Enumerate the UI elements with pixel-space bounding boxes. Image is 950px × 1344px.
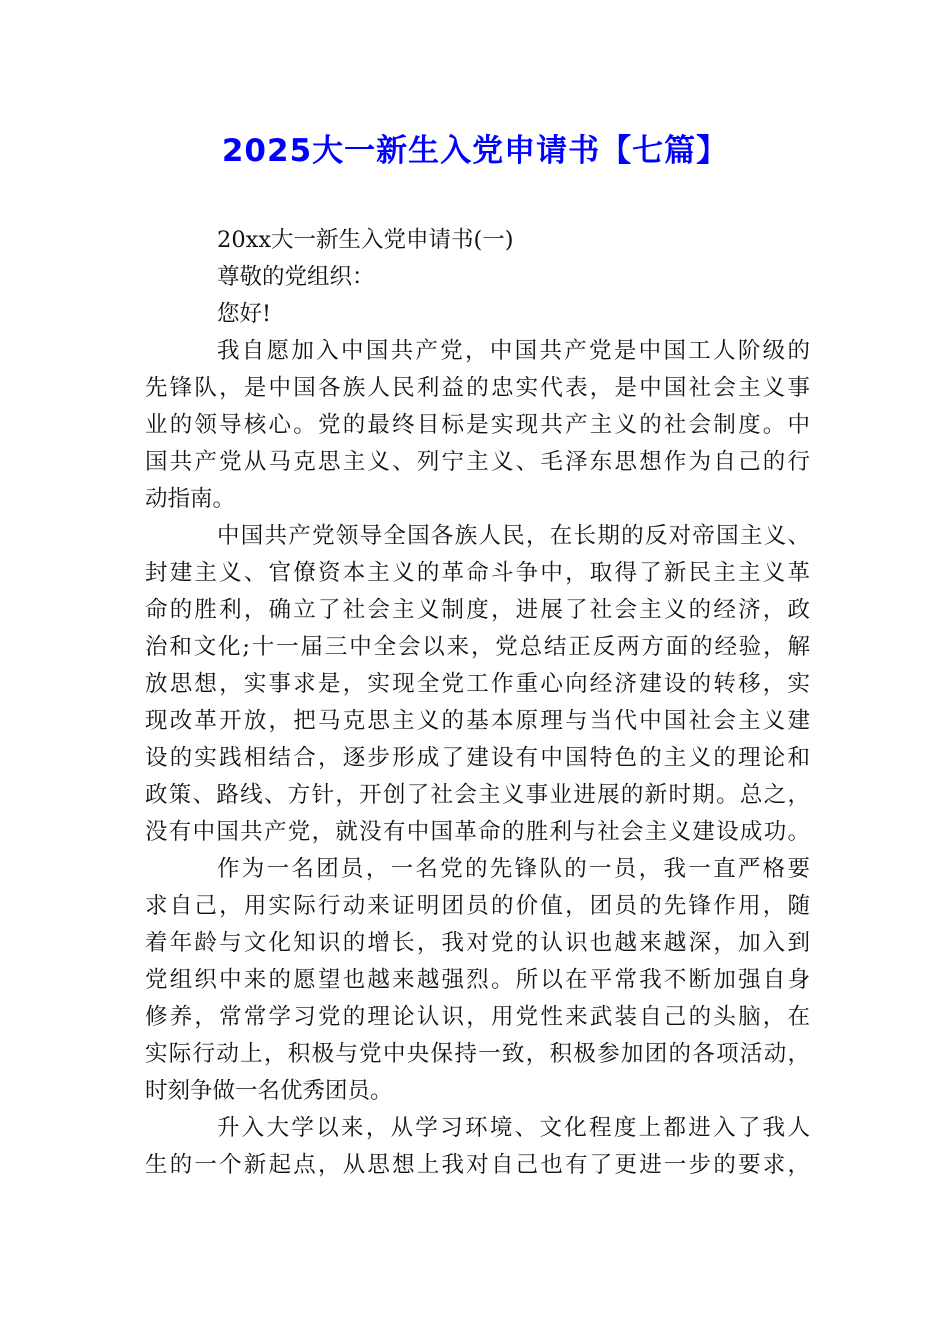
body-line: 设的实践相结合，逐步形成了建设有中国特色的主义的理论和 <box>145 745 810 771</box>
body-line: 治和文化;十一届三中全会以来，党总结正反两方面的经验，解 <box>145 634 810 660</box>
body-line: 政策、路线、方针，开创了社会主义事业进展的新时期。总之， <box>145 782 810 808</box>
body-line: 着年龄与文化知识的增长，我对党的认识也越来越深，加入到 <box>145 930 810 956</box>
body-line: 您好! <box>217 301 272 327</box>
body-line: 升入大学以来，从学习环境、文化程度上都进入了我人 <box>217 1115 810 1141</box>
body-line: 实际行动上，积极与党中央保持一致，积极参加团的各项活动， <box>145 1041 810 1067</box>
body-line: 尊敬的党组织： <box>217 264 375 290</box>
body-line: 命的胜利，确立了社会主义制度，进展了社会主义的经济，政 <box>145 597 810 623</box>
body-line: 中国共产党领导全国各族人民，在长期的反对帝国主义、 <box>217 523 810 549</box>
body-line: 业的领导核心。党的最终目标是实现共产主义的社会制度。中 <box>145 412 810 438</box>
body-line: 时刻争做一名优秀团员。 <box>145 1078 393 1104</box>
body-line: 国共产党从马克思主义、列宁主义、毛泽东思想作为自己的行 <box>145 449 810 475</box>
body-line: 党组织中来的愿望也越来越强烈。所以在平常我不断加强自身 <box>145 967 810 993</box>
document-title: 2025大一新生入党申请书【七篇】 <box>221 133 729 169</box>
body-line: 现改革开放，把马克思主义的基本原理与当代中国社会主义建 <box>145 708 810 734</box>
body-line: 放思想，实事求是，实现全党工作重心向经济建设的转移，实 <box>145 671 810 697</box>
body-line: 动指南。 <box>145 486 236 512</box>
document-body <box>145 222 810 1184</box>
body-line: 作为一名团员，一名党的先锋队的一员，我一直严格要 <box>217 856 810 882</box>
body-line: 封建主义、官僚资本主义的革命斗争中，取得了新民主主义革 <box>145 560 810 586</box>
body-line: 求自己，用实际行动来证明团员的价值，团员的先锋作用，随 <box>145 893 810 919</box>
body-line: 20xx大一新生入党申请书(一) <box>217 227 514 253</box>
body-line: 修养，常常学习党的理论认识，用党性来武装自己的头脑，在 <box>145 1004 810 1030</box>
body-line: 我自愿加入中国共产党，中国共产党是中国工人阶级的 <box>217 338 810 364</box>
body-line: 没有中国共产党，就没有中国革命的胜利与社会主义建设成功。 <box>145 819 810 845</box>
body-line: 生的一个新起点，从思想上我对自己也有了更进一步的要求， <box>145 1152 810 1178</box>
body-line: 先锋队，是中国各族人民利益的忠实代表，是中国社会主义事 <box>145 375 810 401</box>
